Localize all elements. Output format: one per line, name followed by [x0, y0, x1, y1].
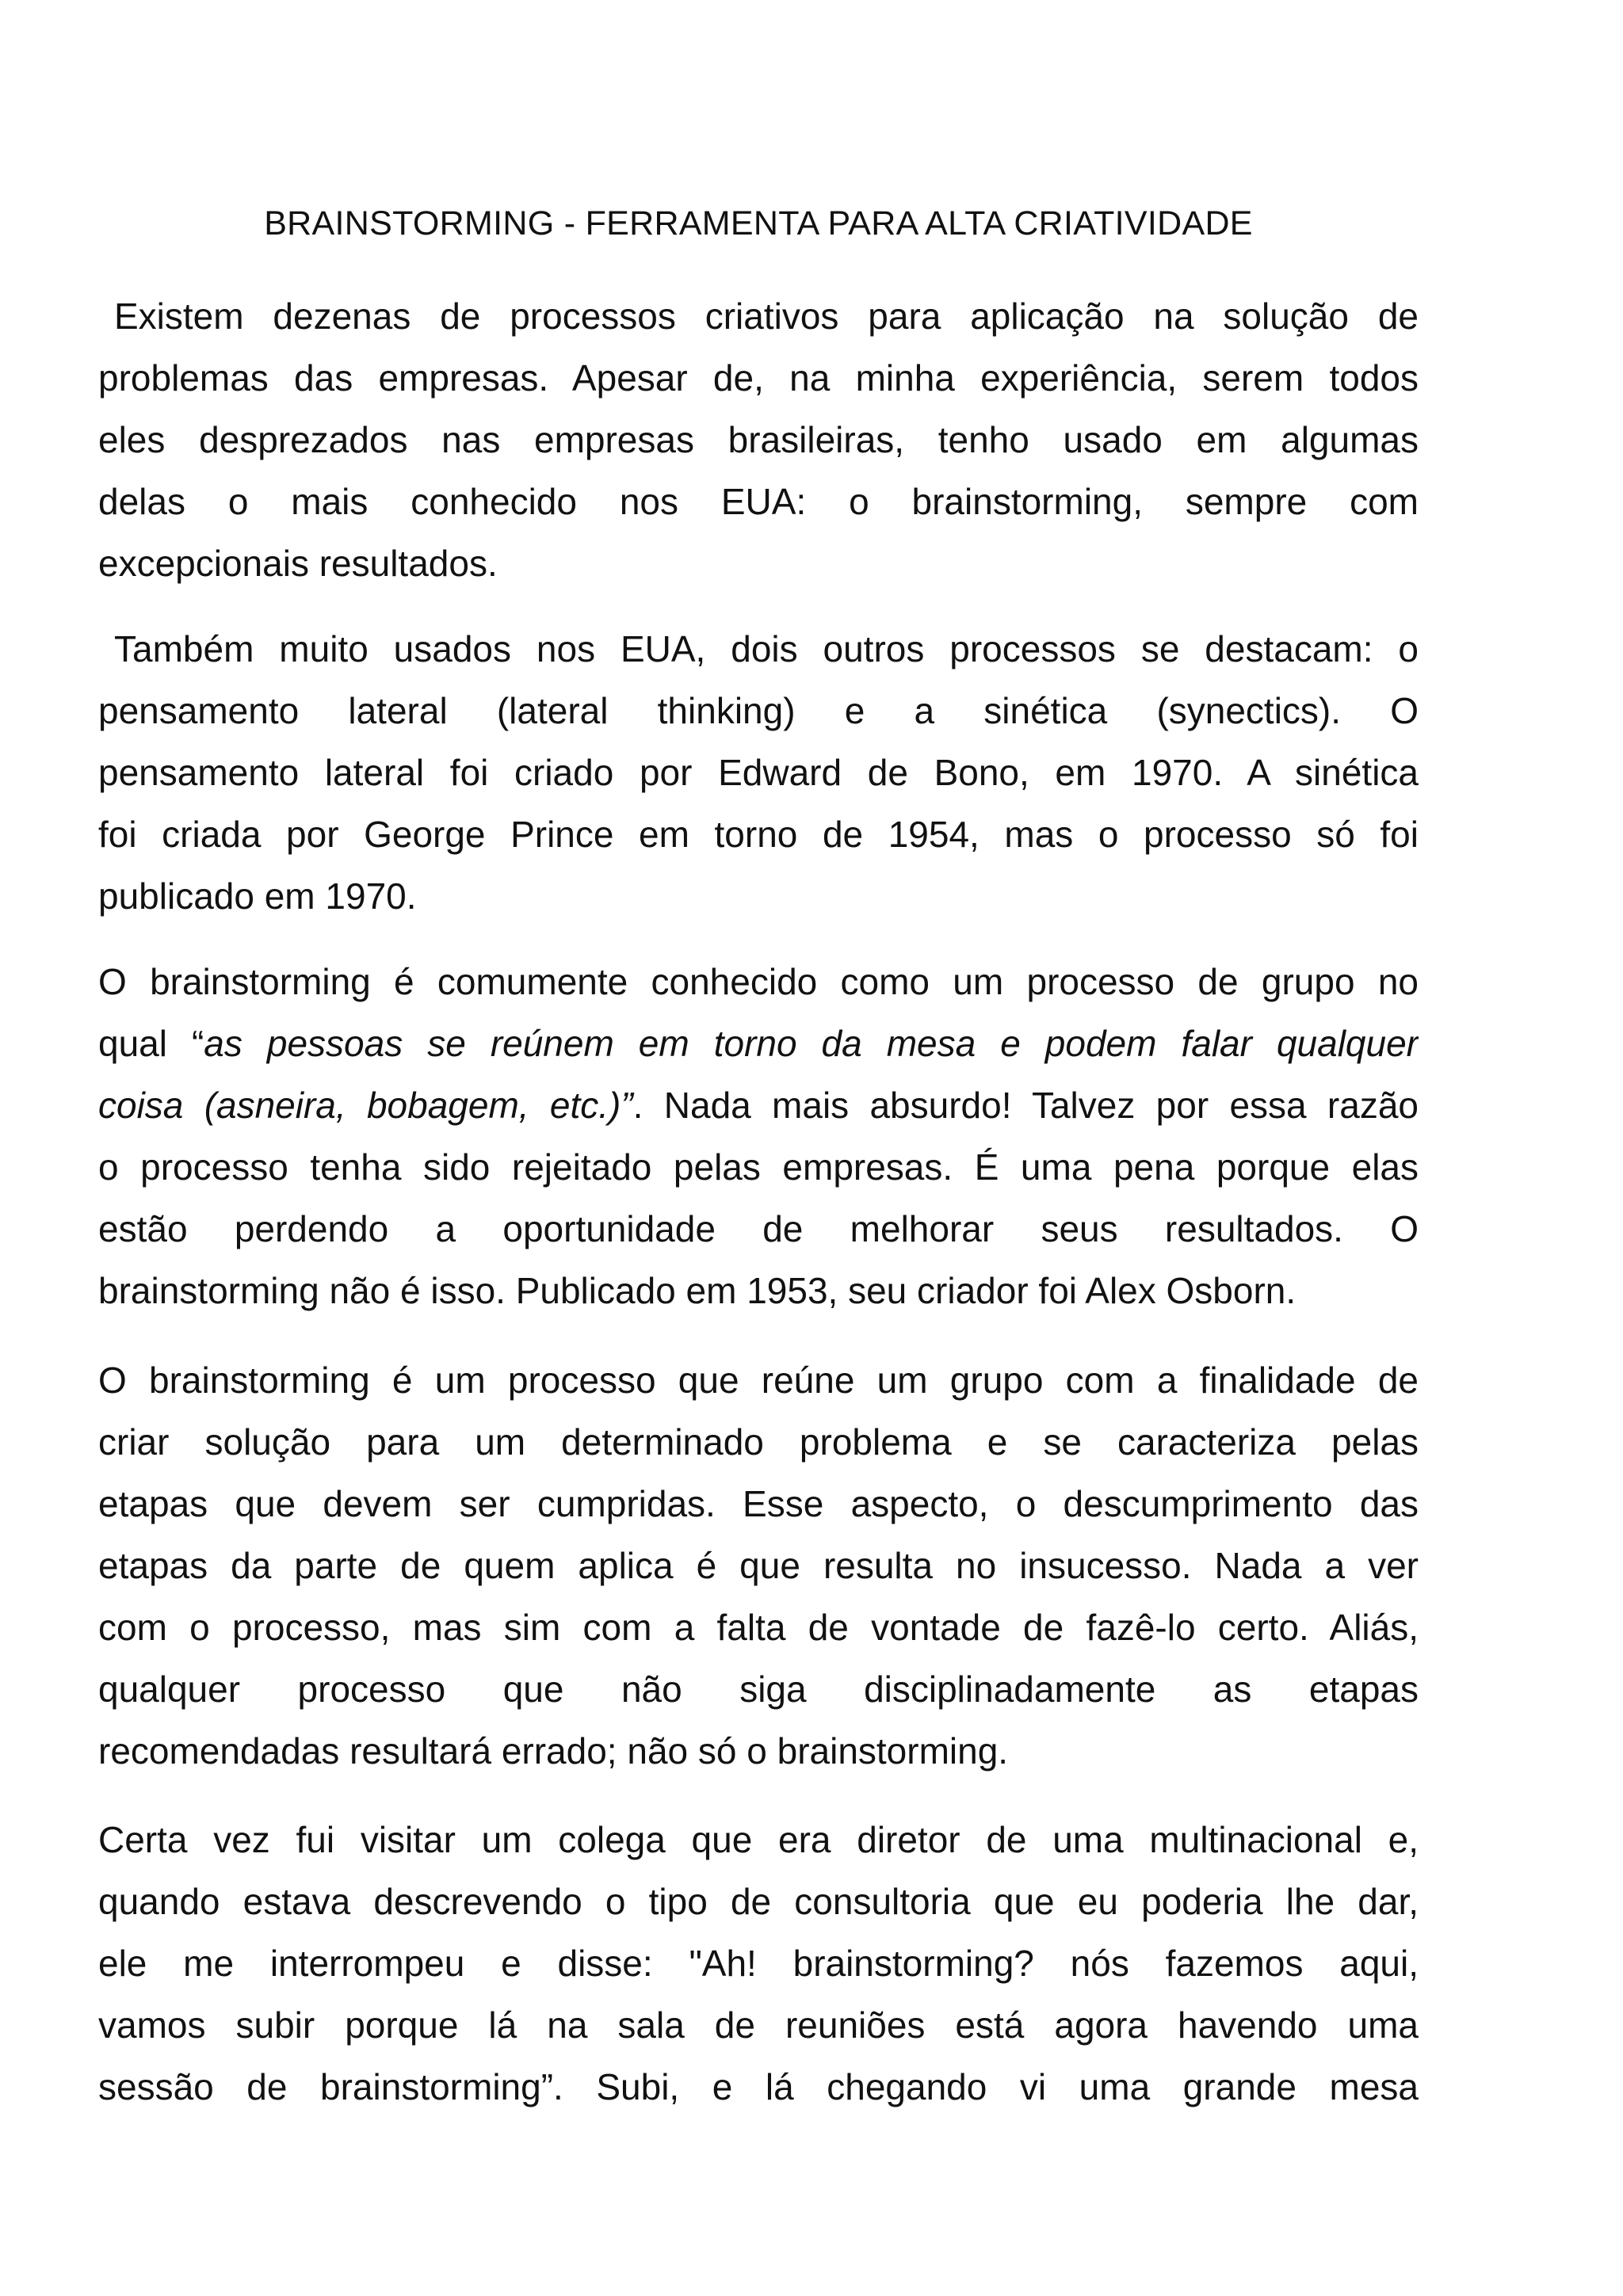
text-line: criar solução para um determinado problema e se caracteriza pelas — [98, 1421, 1419, 1463]
text-line: brainstorming não é isso. Publicado em 1953, seu criador foi Alex Osborn. — [98, 1270, 1296, 1311]
text-line: pensamento lateral (lateral thinking) e a sinética (synectics). O — [98, 690, 1419, 731]
text-line: delas o mais conhecido nos EUA: o brainstorming, sempre com — [98, 481, 1419, 522]
text-line: sessão de brainstorming”. Subi, e lá chegando vi uma grande mesa — [98, 2066, 1419, 2107]
italic-quote: coisa (asneira, bobagem, etc.)” — [98, 1085, 633, 1126]
text-line: estão perdendo a oportunidade de melhorar seus resultados. O — [98, 1208, 1419, 1249]
text-line: excepcionais resultados. — [98, 543, 498, 584]
text-line: etapas que devem ser cumpridas. Esse aspecto, o descumprimento das — [98, 1483, 1419, 1524]
paragraph-4 — [98, 1349, 1419, 1782]
text-line: Também muito usados nos EUA, dois outros processos se destacam: o — [114, 628, 1419, 669]
text-line: O brainstorming é comumente conhecido como um processo de grupo no — [98, 961, 1419, 1002]
text-line: Certa vez fui visitar um colega que era diretor de uma multinacional e, — [98, 1819, 1419, 1860]
text-line: eles desprezados nas empresas brasileiras, tenho usado em algumas — [98, 419, 1419, 460]
text-line: recomendadas resultará errado; não só o brainstorming. — [98, 1730, 1009, 1772]
text-line: vamos subir porque lá na sala de reuniões está agora havendo uma — [98, 2004, 1419, 2046]
text-line: pensamento lateral foi criado por Edward de Bono, em 1970. A sinética — [98, 752, 1419, 793]
text-line: O brainstorming é um processo que reúne um grupo com a finalidade de — [98, 1360, 1419, 1401]
text-line: Existem dezenas de processos criativos para aplicação na solução de — [114, 296, 1419, 337]
text-span: qual “ — [98, 1023, 204, 1064]
document-title: BRAINSTORMING - FERRAMENTA PARA ALTA CRIATIVIDADE — [264, 204, 1253, 242]
text-line — [98, 1013, 1419, 1074]
text-line: quando estava descrevendo o tipo de consultoria que eu poderia lhe dar, — [98, 1881, 1419, 1922]
text-line — [98, 1074, 1419, 1136]
text-line: foi criada por George Prince em torno de 1954, mas o processo só foi — [98, 814, 1419, 855]
text-line: publicado em 1970. — [98, 875, 417, 917]
text-line: etapas da parte de quem aplica é que resulta no insucesso. Nada a ver — [98, 1545, 1419, 1586]
text-span: . Nada mais absurdo! Talvez por essa razão — [632, 1085, 1419, 1126]
text-line: com o processo, mas sim com a falta de vontade de fazê-lo certo. Aliás, — [98, 1607, 1419, 1648]
text-line: o processo tenha sido rejeitado pelas empresas. É uma pena porque elas — [98, 1146, 1419, 1188]
text-line: qualquer processo que não siga disciplinadamente as etapas — [98, 1669, 1419, 1710]
italic-quote: as pessoas se reúnem em torno da mesa e podem falar qualquer — [204, 1023, 1419, 1064]
paragraph-2 — [98, 618, 1419, 927]
text-line: problemas das empresas. Apesar de, na minha experiência, serem todos — [98, 357, 1419, 399]
text-line: ele me interrompeu e disse: "Ah! brainstorming? nós fazemos aqui, — [98, 1943, 1419, 1984]
paragraph-3 — [98, 951, 1419, 1322]
paragraph-1 — [98, 285, 1419, 594]
paragraph-5 — [98, 1809, 1419, 2118]
